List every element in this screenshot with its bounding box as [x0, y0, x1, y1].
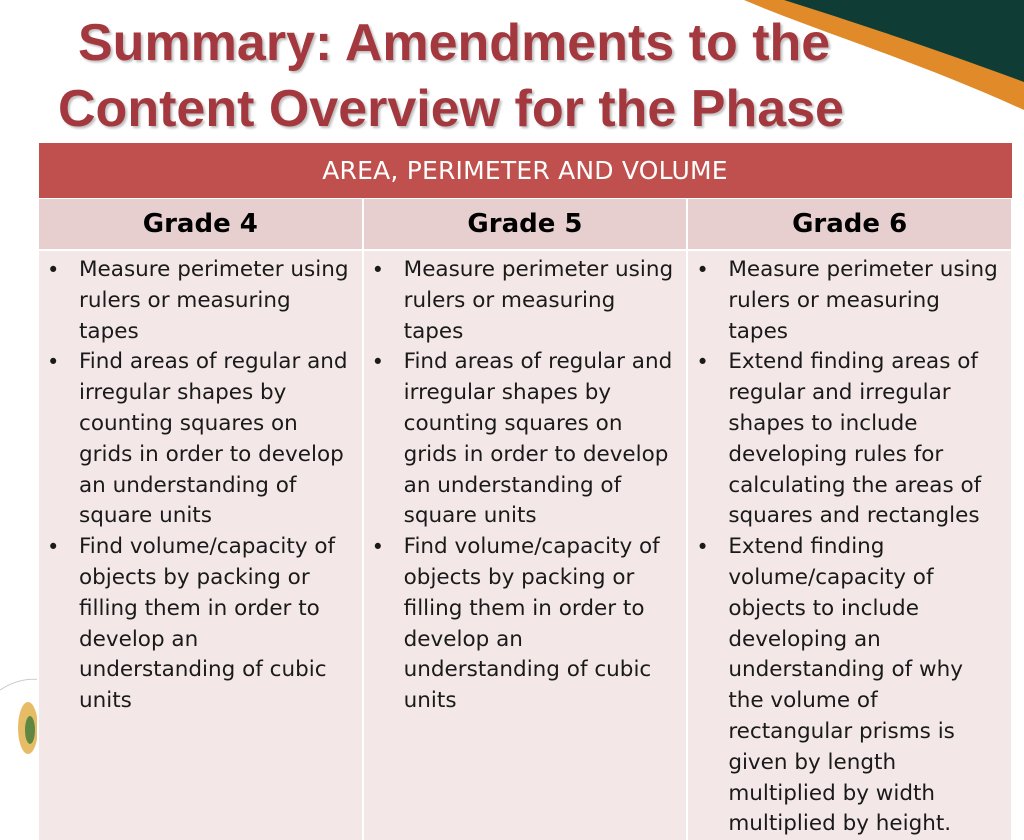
list-item-text: Extend finding volume/capacity of objects to include developing an understanding of why the volume of rectangular prisms is given by length multiplied by width multiplied by height. [728, 534, 963, 837]
bullet-icon: • [47, 258, 60, 282]
bullet-icon: • [696, 535, 709, 560]
list-item-text: Find volume/capacity of objects by packing or filling them in order to develop an understanding of cubic units [79, 534, 336, 714]
grade-5-header: Grade 5 [363, 199, 688, 251]
list-item-text: Find volume/capacity of objects by packing or filling them in order to develop an understanding of cubic units [403, 534, 660, 714]
list-item-text: Find areas of regular and irregular shapes by counting squares on grids in order to develop an understanding of square units [403, 349, 673, 529]
list-item [45, 255, 354, 347]
logo-emblem-inner [25, 716, 35, 744]
grade-4-header: Grade 4 [38, 199, 363, 251]
slide-title-line2: Content Overview for the Phase [58, 80, 844, 138]
list-item-text: Measure perimeter using rulers or measuring tapes [403, 257, 674, 344]
content-table-wrapper [37, 142, 1013, 837]
bullet-icon: • [371, 258, 385, 282]
table-header-title: AREA, PERIMETER AND VOLUME [38, 143, 1012, 199]
list-item [370, 532, 679, 717]
content-table [37, 142, 1013, 840]
grade-5-list [370, 255, 679, 717]
list-item-text: Find areas of regular and irregular shapes by counting squares on grids in order to develop an understanding of square units [79, 349, 348, 529]
list-item [45, 532, 354, 717]
table-header-row [38, 143, 1012, 199]
slide-title-line1: Summary: Amendments to the [78, 14, 831, 72]
coat-of-arms-logo [0, 660, 40, 768]
list-item-text: Extend finding areas of regular and irregular shapes to include developing rules for calculating the areas of squares and rectangles [728, 349, 982, 529]
list-item-text: Measure perimeter using rulers or measuring tapes [728, 257, 998, 344]
grade-6-header: Grade 6 [687, 199, 1012, 251]
list-item [45, 347, 354, 532]
content-row [38, 250, 1012, 840]
grade-6-content [687, 250, 1012, 840]
grade-6-list [694, 255, 1003, 840]
list-item [694, 532, 1003, 840]
grade-4-content [38, 250, 363, 840]
bullet-icon: • [696, 350, 709, 375]
logo-arc [0, 679, 40, 690]
list-item [694, 255, 1003, 347]
grade-4-list [45, 255, 354, 717]
list-item [694, 347, 1003, 532]
bullet-icon: • [696, 258, 709, 282]
bullet-icon: • [47, 350, 60, 375]
list-item-text: Measure perimeter using rulers or measuring tapes [79, 257, 349, 344]
grade-header-row [38, 199, 1012, 251]
bullet-icon: • [47, 535, 60, 560]
slide-title [58, 10, 958, 142]
bullet-icon: • [371, 535, 385, 560]
list-item [370, 255, 679, 347]
grade-5-content [363, 250, 688, 840]
bullet-icon: • [371, 350, 385, 375]
list-item [370, 347, 679, 532]
